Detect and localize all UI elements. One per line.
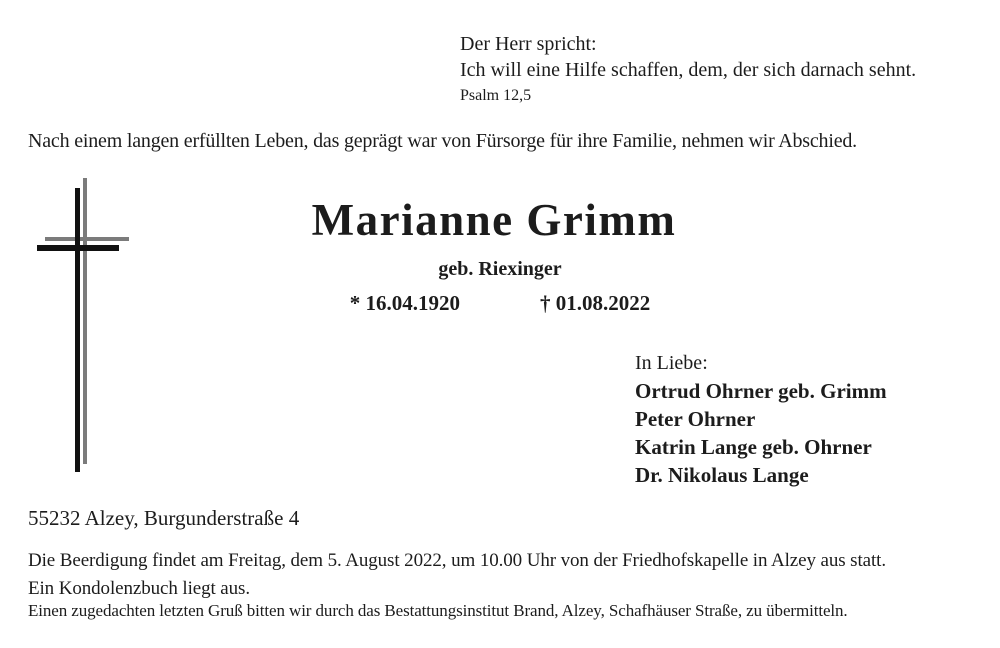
death-date: † 01.08.2022: [540, 291, 651, 315]
life-dates: [0, 291, 1000, 316]
deceased-name: Marianne Grimm: [311, 195, 677, 245]
birth-date: * 16.04.1920: [349, 291, 460, 315]
mourner-name: Dr. Nikolaus Lange: [635, 463, 809, 487]
mourners-heading: In Liebe:: [635, 352, 708, 374]
funeral-info-block: [28, 547, 886, 603]
mourners-block: [635, 349, 887, 489]
condolence-book-note: Ein Kondolenzbuch liegt aus.: [28, 578, 250, 599]
mourner-name: Katrin Lange geb. Ohrner: [635, 435, 872, 459]
final-note: Einen zugedachten letzten Gruß bitten wir durch das Bestattungsinstitut Brand, Alzey, Schafhäuser Straße, zu übermitteln.: [28, 601, 848, 620]
scripture-block: [460, 31, 916, 108]
mourner-name: Peter Ohrner: [635, 407, 756, 431]
home-address: 55232 Alzey, Burgunderstraße 4: [28, 506, 300, 530]
scripture-line-1: Der Herr spricht:: [460, 33, 597, 55]
maiden-name: geb. Riexinger: [438, 258, 562, 280]
intro-sentence: Nach einem langen erfüllten Leben, das geprägt war von Fürsorge für ihre Familie, nehmen wir Abschied.: [28, 130, 857, 152]
scripture-line-2: Ich will eine Hilfe schaffen, dem, der sich darnach sehnt.: [460, 59, 917, 81]
scripture-source: Psalm 12,5: [460, 87, 532, 104]
mourner-name: Ortrud Ohrner geb. Grimm: [635, 379, 887, 403]
funeral-info: Die Beerdigung findet am Freitag, dem 5. August 2022, um 10.00 Uhr von der Friedhofskapelle in Alzey aus statt.: [28, 550, 886, 571]
